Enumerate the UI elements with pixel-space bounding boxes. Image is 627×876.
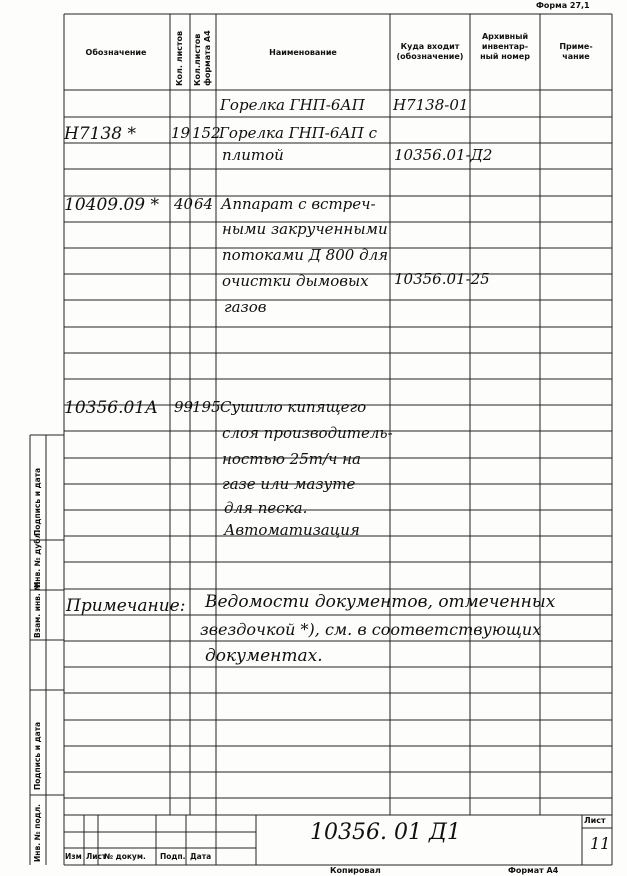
form-label: Форма 27,1	[536, 1, 590, 10]
entry-11-name: ностью 25т/ч на	[222, 450, 361, 468]
entry-2-name: Горелка ГНП-6АП с	[219, 124, 377, 142]
header-archive	[471, 32, 539, 62]
side-sign-date-bottom: Подпись и дата	[33, 721, 42, 790]
title-col-docno: № докум.	[104, 852, 146, 861]
header-where-used-1: Куда входит	[400, 42, 460, 51]
side-vzam-inv: Взам. инв. №	[33, 581, 42, 638]
entry-2-a4: 152	[192, 124, 221, 142]
entry-2-designation: Н7138 *	[64, 124, 136, 144]
side-inv-dubl: Инв. № дубл.	[33, 530, 42, 588]
entry-9-sheets: 99	[174, 398, 194, 416]
entry-13-name: для песка.	[224, 499, 308, 517]
side-sign-date-top: Подпись и дата	[33, 467, 42, 536]
entry-8-name: газов	[224, 298, 267, 316]
entry-4-name: Аппарат с встреч-	[221, 195, 376, 213]
entry-3-name: плитой	[222, 146, 284, 164]
entry-4-designation: 10409.09 *	[64, 195, 160, 215]
header-archive-2: инвентар-	[481, 42, 529, 51]
header-where-used-2: (обозначение)	[396, 52, 464, 61]
entry-1-where: Н7138-01	[393, 96, 469, 114]
entry-14-name: Автоматизация	[224, 521, 360, 539]
entry-5-name: ными закрученными	[222, 220, 388, 238]
footer-format: Формат А4	[508, 866, 559, 875]
entry-6-name: потоками Д 800 для	[222, 246, 389, 264]
title-col-list: Лист	[86, 852, 107, 861]
footer-copied: Копировал	[330, 866, 381, 875]
title-col-date: Дата	[190, 852, 212, 861]
entry-12-name: газе или мазуте	[222, 475, 356, 493]
header-designation: Обозначение	[85, 48, 147, 57]
header-name: Наименование	[269, 48, 337, 57]
entry-4-a4: 64	[194, 195, 214, 213]
header-note	[541, 42, 611, 62]
title-col-izm: Изм	[65, 852, 82, 861]
entry-4-sheets: 40	[174, 195, 194, 213]
note-line-1: Ведомости документов, отмеченных	[205, 592, 556, 612]
entry-9-designation: 10356.01А	[64, 398, 158, 418]
entry-7-name: очистки дымовых	[222, 272, 369, 290]
side-inv-podl: Инв. № подл.	[33, 803, 42, 862]
entry-9-a4: 195	[192, 398, 221, 416]
entry-7-where: 10356.01-25	[394, 270, 490, 288]
note-label: Примечание:	[66, 596, 186, 616]
entry-3-where: 10356.01-Д2	[394, 146, 493, 164]
entry-1-name: Горелка ГНП-6АП	[220, 96, 365, 114]
header-sheet-count: Кол. листов	[175, 30, 184, 86]
header-archive-1: Архивный	[481, 32, 529, 41]
header-where-used	[391, 42, 469, 62]
header-note-1: Приме-	[559, 42, 593, 51]
note-line-3: документах.	[205, 646, 323, 666]
entry-10-name: слоя производитель-	[222, 424, 393, 442]
sheet-label: Лист	[584, 816, 606, 825]
entry-9-name: Сушило кипящего	[220, 398, 367, 416]
note-line-2: звездочкой *), см. в соответствующих	[200, 620, 542, 639]
sheet-number: 11	[590, 834, 611, 853]
header-a4-count-2: формата А4	[203, 30, 212, 86]
header-a4-count-1: Кол.листов	[193, 33, 202, 86]
header-archive-3: ный номер	[480, 52, 530, 61]
title-col-sign: Подп.	[160, 852, 186, 861]
header-note-2: чание	[562, 52, 590, 61]
document-number: 10356. 01 Д1	[310, 820, 461, 845]
entry-2-sheets: 19	[171, 124, 191, 142]
